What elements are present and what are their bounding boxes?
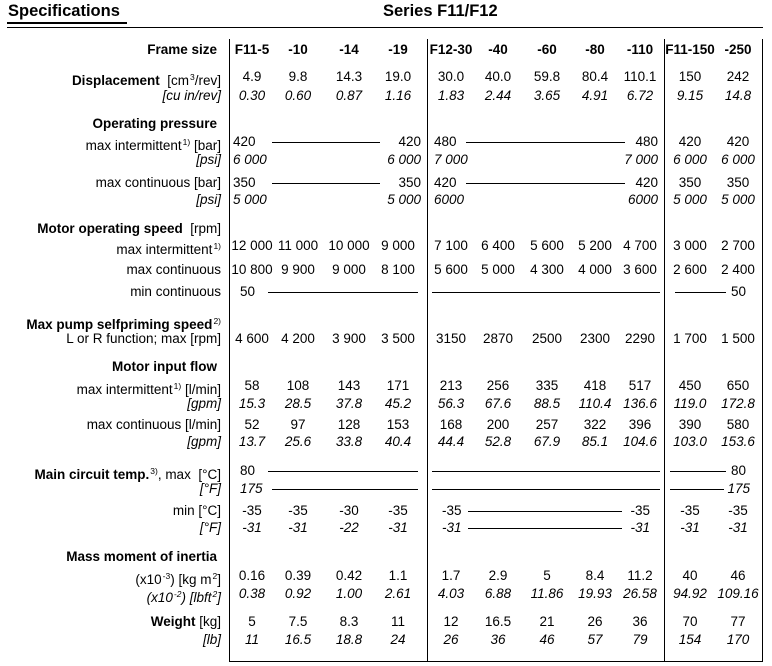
pressure-range-line [466,183,625,184]
weight-title: Weight [150,614,196,629]
temperature-range-line [670,471,726,472]
weight-value-lb: 11 [244,632,259,647]
weight-value: 8.3 [339,614,359,629]
inertia-value: 40 [682,568,698,583]
weight-value-lb: 46 [539,632,555,647]
selfpriming-value: 3150 [435,331,467,346]
temperature-range-line [272,489,418,490]
label-text: max intermittent [76,382,173,397]
displacement-value-us: 4.91 [581,88,609,103]
pressure-value: 350 [726,175,750,190]
displacement-value-us: 6.72 [626,88,654,103]
frame-size-column: -250 [724,42,752,57]
pressure-value: 5 000 [233,192,267,207]
speed-range-line [268,292,418,293]
flow-value: 322 [583,417,607,432]
frame-size-column: -80 [585,42,605,57]
temperature-min-value: -31 [680,520,700,535]
displacement-value-us: 14.8 [724,88,752,103]
temperature-min-value: -31 [728,520,748,535]
speed-value: 9 000 [381,238,415,253]
motor-speed-label [37,221,221,237]
pressure-value: 5 000 [387,192,421,207]
displacement-value-us: 0.30 [238,88,266,103]
flow-value: 257 [535,417,559,432]
pressure-value: 420 [726,134,750,149]
speed-value: 5 200 [578,238,612,253]
flow-value-gpm: 37.8 [335,396,363,411]
temperature-min-value: -35 [242,503,262,518]
flow-value-gpm: 104.6 [623,434,657,449]
pressure-value: 5 000 [721,192,755,207]
flow-value-gpm: 67.9 [533,434,561,449]
inertia-value-us: 6.88 [484,586,512,601]
selfpriming-value: 3 500 [381,331,415,346]
temperature-min-value: -31 [442,520,462,535]
inertia-title: Mass moment of inertia [66,549,217,564]
flow-unit-gpm: [gpm] [187,396,221,411]
flow-value-gpm: 172.8 [721,396,755,411]
pressure-value: 6 000 [673,152,707,167]
inertia-unit-us [147,586,221,606]
label-text: max intermittent [116,242,213,257]
unit-superscript: 2 [212,589,218,599]
displacement-value: 242 [726,69,750,84]
weight-value-lb: 18.8 [335,632,363,647]
pressure-value: 6 000 [387,152,421,167]
inertia-value-us: 94.92 [673,586,707,601]
input-flow-title: Motor input flow [112,359,217,374]
inertia-value: 8.4 [585,568,605,583]
weight-value: 70 [682,614,698,629]
temperature-min-value: -35 [728,503,748,518]
unit-superscript: 2 [212,571,218,581]
pressure-value: 480 [434,134,457,149]
operating-pressure-title: Operating pressure [92,116,217,131]
pressure-value: 420 [398,134,421,149]
footnote-ref: 3) [150,466,158,476]
selfpriming-value: 1 500 [721,331,755,346]
unit-kg: [kg] [199,614,221,629]
temperature-min-value: -35 [680,503,700,518]
footnote-ref: 1) [182,137,191,147]
displacement-value-us: 3.65 [533,88,561,103]
flow-value-gpm: 85.1 [581,434,609,449]
flow-value: 517 [628,378,652,393]
page-title: Specifications [8,2,120,20]
displacement-value: 30.0 [437,69,465,84]
temperature-range-line [432,489,660,490]
weight-unit-lb: [lb] [202,632,221,647]
footnote-ref: 2) [213,316,221,326]
temperature-min-value: -35 [288,503,308,518]
speed-value: 2 600 [673,262,707,277]
flow-value-gpm: 45.2 [384,396,412,411]
weight-value-lb: 170 [726,632,750,647]
temperature-min-value: -31 [388,520,408,535]
speed-value: 3 600 [623,262,657,277]
temperature-max-value: 175 [240,481,263,496]
pressure-value: 350 [398,175,421,190]
weight-value: 16.5 [484,614,512,629]
speed-min-value: 50 [730,284,746,299]
inertia-value: 0.16 [238,568,266,583]
weight-value: 12 [443,614,459,629]
frame-size-column: -110 [626,42,654,57]
speed-value: 6 400 [481,238,515,253]
unit-superscript: -3 [162,571,171,581]
weight-label [151,614,221,630]
speed-range-line [432,292,660,293]
pressure-unit-psi: [psi] [196,152,221,167]
displacement-unit-si [167,73,221,88]
motor-speed-title: Motor operating speed [37,221,183,236]
frame-size-label: Frame size [147,42,217,57]
flow-value: 97 [290,417,306,432]
temperature-min-unit-f: [°F] [199,520,221,535]
flow-value-gpm: 52.8 [484,434,512,449]
speed-value: 8 100 [381,262,415,277]
speed-value: 5 600 [434,262,468,277]
temperature-range-line [468,528,622,529]
title-underline [7,22,127,24]
pressure-value: 350 [233,175,256,190]
frame-size-column: -10 [288,42,308,57]
flow-value: 153 [386,417,410,432]
inertia-value-us: 26.58 [623,586,657,601]
inertia-value-us: 2.61 [384,586,412,601]
pressure-value: 420 [434,175,457,190]
displacement-value: 9.8 [288,69,308,84]
inertia-value-us: 0.92 [284,586,312,601]
unit-superscript: 3 [190,72,195,82]
displacement-value: 14.3 [335,69,363,84]
displacement-value: 59.8 [533,69,561,84]
weight-value-lb: 36 [490,632,506,647]
flow-unit-gpm-continuous: [gpm] [187,434,221,449]
temperature-max-value: 80 [730,463,746,478]
selfpriming-value: 4 600 [235,331,269,346]
pressure-continuous-label: max continuous [bar] [95,175,221,190]
speed-value: 3 000 [673,238,707,253]
weight-value: 5 [248,614,256,629]
flow-value: 58 [244,378,260,393]
displacement-value-us: 1.83 [437,88,465,103]
temperature-min-value: -31 [630,520,650,535]
header-rule [7,27,763,28]
displacement-label [72,69,221,89]
speed-value: 4 700 [623,238,657,253]
temperature-title: Main circuit temp. [34,467,150,482]
frame-size-column: -19 [388,42,408,57]
temperature-min-value: -35 [442,503,462,518]
unit-text: ] [217,572,221,587]
flow-value: 418 [583,378,607,393]
flow-value: 52 [244,417,260,432]
displacement-value: 19.0 [384,69,412,84]
flow-value: 580 [726,417,750,432]
flow-value: 143 [337,378,361,393]
displacement-value-us: 2.44 [484,88,512,103]
flow-continuous-label: max continuous [l/min] [86,417,221,432]
inertia-value: 0.42 [335,568,363,583]
speed-value: 9 000 [332,262,366,277]
inertia-value: 46 [730,568,746,583]
flow-value-gpm: 40.4 [384,434,412,449]
flow-value: 168 [439,417,463,432]
flow-value-gpm: 33.8 [335,434,363,449]
displacement-value: 110.1 [623,69,657,84]
footnote-ref: 1) [173,381,182,391]
pressure-range-line [466,142,625,143]
pressure-value: 5 000 [673,192,707,207]
flow-value: 335 [535,378,559,393]
weight-value: 36 [632,614,648,629]
pressure-range-line [272,142,380,143]
inertia-value-us: 4.03 [437,586,465,601]
pressure-value: 480 [635,134,658,149]
frame-size-column: F12-30 [429,42,473,57]
unit-text: ) [lbft [181,590,212,605]
weight-value: 21 [539,614,555,629]
selfpriming-value: 3 900 [332,331,366,346]
flow-value-gpm: 153.6 [721,434,755,449]
flow-value: 200 [486,417,510,432]
frame-size-column: -14 [339,42,359,57]
selfpriming-value: 2500 [531,331,563,346]
pressure-unit-psi-continuous: [psi] [196,192,221,207]
speed-value: 12 000 [231,238,273,253]
inertia-value-us: 19.93 [578,586,612,601]
speed-value: 10 800 [231,262,273,277]
speed-min-label: min continuous [130,284,221,299]
weight-value: 11 [390,614,405,629]
speed-range-line [675,292,726,293]
temperature-min-value: -22 [339,520,359,535]
flow-value: 650 [726,378,750,393]
selfpriming-label [26,313,221,333]
displacement-unit-us: [cu in/rev] [162,88,221,103]
displacement-value: 40.0 [484,69,512,84]
speed-value: 2 400 [721,262,755,277]
displacement-value: 150 [678,69,702,84]
pressure-value: 420 [678,134,702,149]
flow-value-gpm: 56.3 [437,396,465,411]
label-text: max intermittent [85,138,182,153]
pressure-value: 6000 [627,192,658,207]
table-bottom-rule [229,661,763,662]
inertia-value: 0.39 [284,568,312,583]
inertia-value: 1.7 [441,568,461,583]
selfpriming-value: 2300 [579,331,611,346]
unit-text: [cm [167,73,189,88]
temperature-max-value: 80 [240,463,256,478]
temperature-min-label: min [°C] [172,503,221,518]
unit-text: /rev] [194,73,221,88]
pressure-value: 7 000 [624,152,658,167]
flow-value: 213 [439,378,463,393]
unit-text: ) [kg m [170,572,212,587]
displacement-value-us: 1.16 [384,88,412,103]
flow-value-gpm: 67.6 [484,396,512,411]
speed-value: 9 900 [281,262,315,277]
weight-value-lb: 154 [678,632,702,647]
weight-value-lb: 79 [632,632,648,647]
inertia-value: 11.2 [627,568,653,583]
temperature-unit-f: [°F] [199,481,221,496]
flow-value-gpm: 119.0 [673,396,707,411]
speed-value: 5 000 [481,262,515,277]
pressure-value: 350 [678,175,702,190]
temperature-max-value: 175 [727,481,750,496]
flow-value: 450 [678,378,702,393]
inertia-value: 5 [543,568,551,583]
speed-value: 10 000 [328,238,370,253]
speed-value: 11 000 [277,238,319,253]
selfpriming-value: 1 700 [673,331,707,346]
pressure-value: 420 [635,175,658,190]
displacement-value: 4.9 [242,69,262,84]
flow-intermittent-label [77,378,221,398]
displacement-value: 80.4 [581,69,609,84]
flow-value: 390 [678,417,702,432]
selfpriming-value: 4 200 [281,331,315,346]
pressure-value: 6 000 [721,152,755,167]
speed-intermittent-label [116,238,221,258]
pressure-value: 420 [233,134,256,149]
frame-size-column: -60 [537,42,557,57]
speed-value: 5 600 [530,238,564,253]
inertia-value-us: 0.38 [238,586,266,601]
unit-text: (x10 [146,590,173,605]
flow-value-gpm: 44.4 [437,434,465,449]
footnote-ref: 1) [213,241,221,251]
unit-celsius: [°C] [198,467,221,482]
unit-lmin: [l/min] [184,382,221,397]
label-text: , max [157,467,191,482]
inertia-unit-si [135,568,221,588]
displacement-value-us: 9.15 [676,88,704,103]
speed-min-value: 50 [240,284,256,299]
flow-value-gpm: 103.0 [673,434,707,449]
flow-value: 171 [386,378,410,393]
inertia-value-us: 11.86 [530,586,564,601]
weight-value: 26 [587,614,603,629]
frame-size-column: -40 [488,42,508,57]
flow-value-gpm: 88.5 [533,396,561,411]
flow-value-gpm: 13.7 [238,434,266,449]
weight-value-lb: 57 [587,632,603,647]
temperature-range-line [468,511,622,512]
weight-value-lb: 16.5 [284,632,312,647]
flow-value-gpm: 136.6 [623,396,657,411]
temperature-range-line [670,489,724,490]
displacement-value-us: 0.60 [284,88,312,103]
inertia-value: 2.9 [488,568,508,583]
pressure-range-line [272,183,380,184]
flow-value: 128 [337,417,361,432]
temperature-label [34,463,221,483]
selfpriming-value: 2870 [482,331,514,346]
pressure-value: 7 000 [434,152,468,167]
selfpriming-value: 2290 [624,331,656,346]
series-title: Series F11/F12 [383,2,498,20]
speed-value: 7 100 [434,238,468,253]
speed-value: 4 300 [530,262,564,277]
temperature-min-value: -31 [242,520,262,535]
temperature-min-value: -35 [388,503,408,518]
weight-value: 77 [730,614,746,629]
selfpriming-sublabel: L or R function; max [rpm] [66,331,221,346]
inertia-value-us: 1.00 [335,586,363,601]
temperature-min-value: -31 [288,520,308,535]
weight-value-lb: 26 [443,632,459,647]
temperature-min-value: -30 [339,503,359,518]
flow-value: 396 [628,417,652,432]
flow-value: 108 [286,378,310,393]
unit-text: (x10 [135,572,162,587]
frame-size-column: F11-5 [234,42,270,57]
flow-value-gpm: 28.5 [284,396,312,411]
temperature-range-line [268,471,418,472]
speed-continuous-label: max continuous [126,262,221,277]
speed-value: 4 000 [578,262,612,277]
flow-value: 256 [486,378,510,393]
temperature-min-value: -35 [630,503,650,518]
unit-superscript: -2 [173,589,182,599]
displacement-value-us: 0.87 [335,88,363,103]
unit-rpm: [rpm] [190,221,221,236]
frame-size-column: F11-150 [665,42,715,57]
unit-text: ] [217,590,221,605]
selfpriming-title: Max pump selfpriming speed [26,317,213,332]
displacement-title: Displacement [71,73,160,88]
unit-bar: [bar] [193,138,221,153]
weight-value: 7.5 [288,614,308,629]
pressure-value: 6000 [434,192,465,207]
inertia-value: 1.1 [388,568,408,583]
inertia-value-us: 109.16 [717,586,759,601]
flow-value-gpm: 25.6 [284,434,312,449]
speed-value: 2 700 [721,238,755,253]
pressure-intermittent-label [86,134,221,154]
flow-value-gpm: 110.4 [578,396,612,411]
weight-value-lb: 24 [390,632,406,647]
temperature-range-line [432,471,660,472]
pressure-value: 6 000 [233,152,267,167]
flow-value-gpm: 15.3 [238,396,266,411]
